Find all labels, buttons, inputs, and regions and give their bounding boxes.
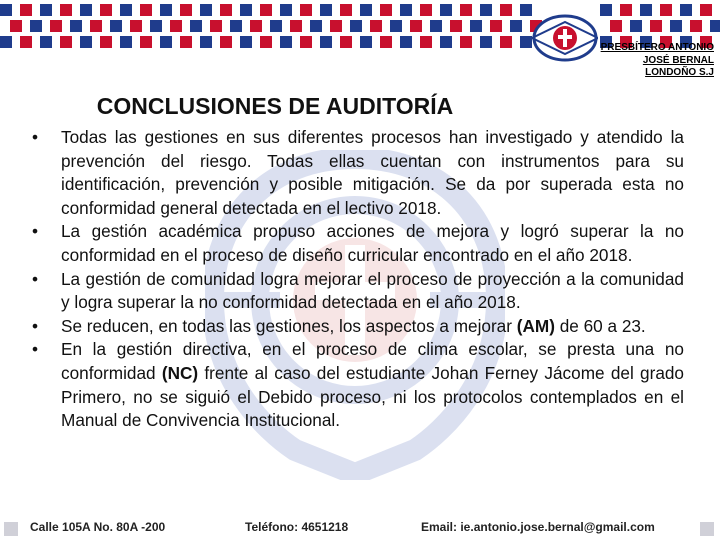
banner-square bbox=[300, 36, 312, 48]
banner-square bbox=[150, 20, 162, 32]
bullet-text: La gestión de comunidad logra mejorar el proceso de proyección a la comunidad y logra superar la no conformidad detectada en el año 2018. bbox=[61, 268, 684, 313]
banner-square bbox=[80, 4, 92, 16]
bullet-tail: de 60 a 23. bbox=[554, 315, 646, 336]
banner-square bbox=[310, 20, 322, 32]
bullet-text: La gestión académica propuso acciones de mejora y logró superar la no conformidad en el proceso de diseño curricular encontrado en el año 2018. bbox=[61, 221, 684, 265]
banner-square bbox=[400, 4, 412, 16]
bullet-text: Todas las gestiones en sus diferentes procesos han investigado y atendido la prevención del riesgo. Todas ellas cuentan con instrumentos para su identificación, prevención y posible mitigación. Se da por superada esta no conformidad general detectada en el lectivo 2018. bbox=[61, 127, 684, 218]
banner-square bbox=[650, 20, 662, 32]
banner-square bbox=[360, 36, 372, 48]
bullet-bold: (AM) bbox=[516, 315, 555, 336]
banner-square bbox=[490, 20, 502, 32]
banner-square bbox=[260, 36, 272, 48]
banner-square bbox=[140, 36, 152, 48]
banner-square bbox=[240, 36, 252, 48]
banner-square bbox=[450, 20, 462, 32]
banner-square bbox=[90, 20, 102, 32]
banner-square bbox=[500, 36, 512, 48]
institution-line-1: PRESBÍTERO ANTONIO bbox=[600, 42, 714, 53]
banner-square bbox=[140, 4, 152, 16]
bullet-text: Se reducen, en todas las gestiones, los aspectos a mejorar bbox=[61, 315, 517, 336]
banner-square bbox=[600, 4, 612, 16]
banner-square bbox=[0, 4, 12, 16]
banner-square bbox=[510, 20, 522, 32]
banner-square bbox=[410, 20, 422, 32]
banner-square bbox=[280, 36, 292, 48]
banner-square bbox=[330, 20, 342, 32]
banner-square bbox=[190, 20, 202, 32]
banner-square bbox=[640, 4, 652, 16]
banner-square bbox=[470, 20, 482, 32]
banner-square bbox=[120, 4, 132, 16]
list-item bbox=[28, 315, 684, 339]
banner-square bbox=[200, 4, 212, 16]
page-title bbox=[0, 93, 720, 120]
banner-square bbox=[380, 36, 392, 48]
banner-square bbox=[250, 20, 262, 32]
banner-square bbox=[520, 36, 532, 48]
banner-square bbox=[340, 4, 352, 16]
banner-square bbox=[430, 20, 442, 32]
page-title-text: CONCLUSIONES DE AUDITORÍA bbox=[96, 93, 454, 119]
list-item bbox=[28, 338, 684, 432]
banner-square bbox=[160, 4, 172, 16]
banner-square bbox=[20, 36, 32, 48]
banner-square bbox=[680, 4, 692, 16]
bullet-text: En la gestión directiva, en el proceso de clima escolar, se presta una no conformidad bbox=[61, 339, 684, 383]
banner-square bbox=[220, 36, 232, 48]
banner-square bbox=[100, 4, 112, 16]
banner-square bbox=[440, 4, 452, 16]
banner-square bbox=[60, 36, 72, 48]
banner-square bbox=[320, 36, 332, 48]
banner-square bbox=[700, 4, 712, 16]
banner-square bbox=[350, 20, 362, 32]
banner-square bbox=[100, 36, 112, 48]
banner-square bbox=[60, 4, 72, 16]
banner-square bbox=[420, 36, 432, 48]
banner-square bbox=[230, 20, 242, 32]
banner-square bbox=[480, 36, 492, 48]
banner-square bbox=[340, 36, 352, 48]
institution-line-2: JOSÉ BERNAL bbox=[642, 54, 714, 66]
banner-square bbox=[280, 4, 292, 16]
banner-square bbox=[300, 4, 312, 16]
banner-square bbox=[710, 20, 720, 32]
banner-square bbox=[210, 20, 222, 32]
banner-square bbox=[500, 4, 512, 16]
banner-square bbox=[480, 4, 492, 16]
institution-name bbox=[564, 42, 714, 80]
banner-square bbox=[610, 20, 622, 32]
banner-square bbox=[180, 4, 192, 16]
banner-square bbox=[520, 4, 532, 16]
banner-square bbox=[360, 4, 372, 16]
banner-square bbox=[320, 4, 332, 16]
institution-line-3: LONDOÑO S.J bbox=[645, 67, 714, 78]
banner-square bbox=[0, 36, 12, 48]
banner-square bbox=[380, 4, 392, 16]
banner-square bbox=[460, 36, 472, 48]
banner-square bbox=[80, 36, 92, 48]
banner-square bbox=[70, 20, 82, 32]
banner-square bbox=[440, 36, 452, 48]
footer-phone: Teléfono: 4651218 bbox=[245, 520, 349, 534]
banner-square bbox=[390, 20, 402, 32]
list-item bbox=[28, 268, 684, 315]
footer bbox=[0, 514, 720, 540]
banner-square bbox=[30, 20, 42, 32]
banner-square bbox=[620, 4, 632, 16]
banner-square bbox=[270, 20, 282, 32]
bullet-tail: frente al caso del estudiante Johan Ferney Jácome del grado Primero, no se siguió el Debido proceso, ni los protocolos contemplados en el Manual de Convivencia Institucional. bbox=[61, 362, 684, 431]
banner-square bbox=[240, 4, 252, 16]
banner-square bbox=[180, 36, 192, 48]
banner-square bbox=[460, 4, 472, 16]
banner-square bbox=[260, 4, 272, 16]
footer-address: Calle 105A No. 80A -200 bbox=[30, 520, 166, 534]
banner-square bbox=[690, 20, 702, 32]
list-item bbox=[28, 220, 684, 267]
footer-square bbox=[700, 522, 714, 536]
list-item bbox=[28, 126, 684, 220]
banner-square bbox=[120, 36, 132, 48]
footer-email: Email: ie.antonio.jose.bernal@gmail.com bbox=[421, 520, 655, 534]
banner-square bbox=[50, 20, 62, 32]
banner-square bbox=[130, 20, 142, 32]
conclusions-list bbox=[28, 126, 684, 433]
banner-square bbox=[290, 20, 302, 32]
footer-square bbox=[4, 522, 18, 536]
banner-square bbox=[400, 36, 412, 48]
banner-square bbox=[670, 20, 682, 32]
banner-square bbox=[110, 20, 122, 32]
banner-square bbox=[370, 20, 382, 32]
banner-square bbox=[660, 4, 672, 16]
banner-square bbox=[40, 36, 52, 48]
banner-square bbox=[170, 20, 182, 32]
banner-square bbox=[200, 36, 212, 48]
banner-square bbox=[220, 4, 232, 16]
banner-square bbox=[630, 20, 642, 32]
banner-square bbox=[10, 20, 22, 32]
banner-square bbox=[40, 4, 52, 16]
banner-square bbox=[420, 4, 432, 16]
banner-square bbox=[20, 4, 32, 16]
bullet-bold: (NC) bbox=[161, 362, 199, 383]
banner-square bbox=[160, 36, 172, 48]
